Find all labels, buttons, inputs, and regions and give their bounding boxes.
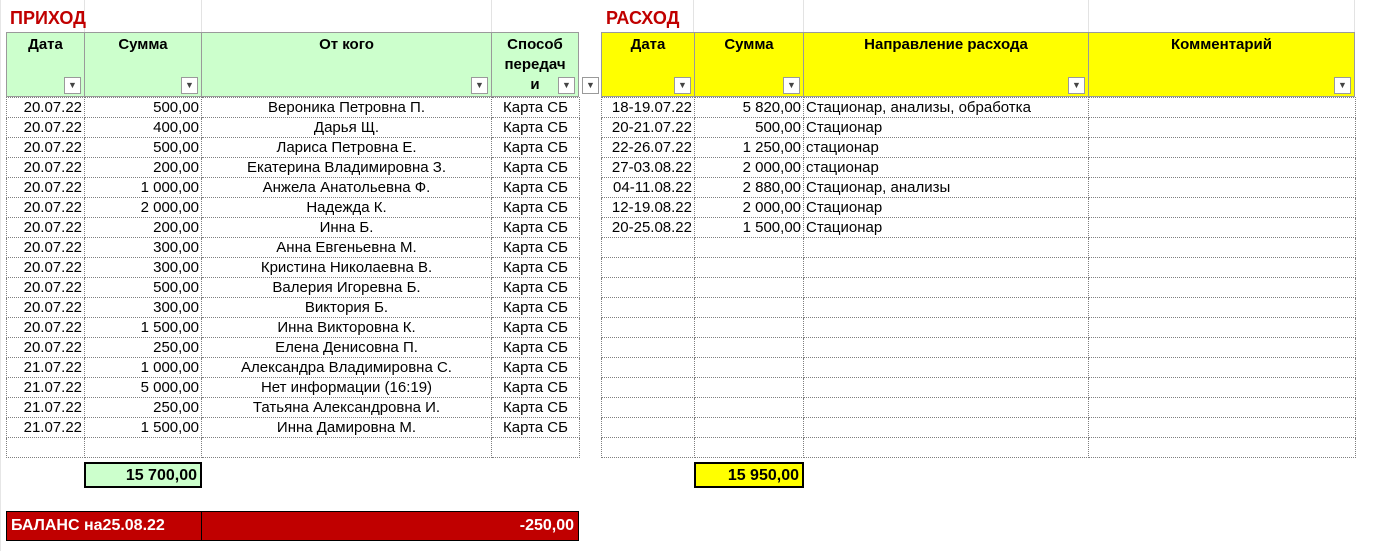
filter-dropdown-icon[interactable]: ▼ bbox=[558, 77, 575, 94]
table-cell[interactable]: 18-19.07.22 bbox=[602, 98, 695, 118]
table-cell[interactable]: 300,00 bbox=[85, 258, 202, 278]
income-header-sum[interactable] bbox=[84, 32, 202, 97]
table-cell[interactable] bbox=[1089, 218, 1356, 238]
table-cell[interactable]: 21.07.22 bbox=[7, 378, 85, 398]
table-cell[interactable] bbox=[695, 438, 804, 458]
table-cell[interactable]: 04-11.08.22 bbox=[602, 178, 695, 198]
table-cell[interactable] bbox=[1089, 198, 1356, 218]
filter-dropdown-icon[interactable]: ▼ bbox=[1334, 77, 1351, 94]
table-row bbox=[602, 318, 1356, 338]
table-cell[interactable] bbox=[602, 298, 695, 318]
sheet-gridline bbox=[1088, 0, 1089, 32]
table-cell[interactable]: 1 500,00 bbox=[85, 418, 202, 438]
table-cell[interactable]: Дарья Щ. bbox=[202, 118, 492, 138]
table-cell[interactable] bbox=[804, 258, 1089, 278]
table-cell[interactable]: Стационар, анализы bbox=[804, 178, 1089, 198]
income-header-from-label: От кого bbox=[319, 36, 374, 53]
table-cell[interactable] bbox=[695, 338, 804, 358]
table-cell[interactable] bbox=[202, 438, 492, 458]
table-row bbox=[602, 178, 1356, 198]
table-cell[interactable]: 1 000,00 bbox=[85, 178, 202, 198]
table-cell[interactable]: 400,00 bbox=[85, 118, 202, 138]
table-cell[interactable] bbox=[7, 438, 85, 458]
table-row bbox=[7, 138, 580, 158]
table-cell[interactable]: 2 880,00 bbox=[695, 178, 804, 198]
table-row bbox=[7, 378, 580, 398]
table-row bbox=[7, 198, 580, 218]
table-cell[interactable]: 21.07.22 bbox=[7, 418, 85, 438]
sheet-gridline bbox=[491, 0, 492, 32]
table-cell[interactable]: Анжела Анатольевна Ф. bbox=[202, 178, 492, 198]
table-cell[interactable] bbox=[804, 418, 1089, 438]
table-row bbox=[602, 118, 1356, 138]
table-cell[interactable]: 20.07.22 bbox=[7, 338, 85, 358]
table-cell[interactable]: 250,00 bbox=[85, 398, 202, 418]
table-cell[interactable]: Вероника Петровна П. bbox=[202, 98, 492, 118]
table-cell[interactable] bbox=[695, 398, 804, 418]
table-cell[interactable]: 20.07.22 bbox=[7, 138, 85, 158]
table-row bbox=[7, 98, 580, 118]
table-cell[interactable] bbox=[602, 438, 695, 458]
table-cell[interactable]: 20.07.22 bbox=[7, 278, 85, 298]
table-row bbox=[602, 378, 1356, 398]
expense-title: РАСХОД bbox=[606, 8, 680, 28]
table-row bbox=[602, 278, 1356, 298]
table-cell[interactable] bbox=[1089, 318, 1356, 338]
table-cell[interactable] bbox=[1089, 118, 1356, 138]
table-cell[interactable]: стационар bbox=[804, 158, 1089, 178]
sheet-gridline bbox=[693, 0, 694, 32]
sheet-gridline bbox=[201, 0, 202, 32]
table-cell[interactable]: 20.07.22 bbox=[7, 318, 85, 338]
table-cell[interactable]: Стационар bbox=[804, 118, 1089, 138]
table-cell[interactable]: Карта СБ bbox=[492, 238, 580, 258]
table-cell[interactable]: Карта СБ bbox=[492, 378, 580, 398]
income-header-date[interactable] bbox=[6, 32, 85, 97]
expense-header-direction-label: Направление расхода bbox=[864, 36, 1028, 53]
table-cell[interactable]: 20.07.22 bbox=[7, 158, 85, 178]
expense-header-comment[interactable] bbox=[1088, 32, 1355, 97]
table-cell[interactable] bbox=[1089, 398, 1356, 418]
table-cell[interactable] bbox=[1089, 178, 1356, 198]
table-cell[interactable]: 12-19.08.22 bbox=[602, 198, 695, 218]
table-cell[interactable] bbox=[695, 258, 804, 278]
table-row bbox=[7, 338, 580, 358]
table-cell[interactable] bbox=[602, 358, 695, 378]
expense-header-comment-label: Комментарий bbox=[1170, 36, 1272, 53]
table-cell[interactable]: Елена Денисовна П. bbox=[202, 338, 492, 358]
table-cell[interactable]: Карта СБ bbox=[492, 218, 580, 238]
expense-header-direction[interactable] bbox=[803, 32, 1089, 97]
table-cell[interactable] bbox=[804, 238, 1089, 258]
table-cell[interactable]: 1 500,00 bbox=[695, 218, 804, 238]
sheet-gridline bbox=[803, 0, 804, 32]
table-cell[interactable]: 300,00 bbox=[85, 238, 202, 258]
table-cell[interactable]: 500,00 bbox=[695, 118, 804, 138]
table-cell[interactable]: 20.07.22 bbox=[7, 238, 85, 258]
table-cell[interactable]: Кристина Николаевна В. bbox=[202, 258, 492, 278]
table-cell[interactable]: Татьяна Александровна И. bbox=[202, 398, 492, 418]
table-cell[interactable]: 1 000,00 bbox=[85, 358, 202, 378]
balance-label: БАЛАНС на25.08.22 bbox=[6, 511, 202, 541]
table-cell[interactable]: Стационар bbox=[804, 218, 1089, 238]
balance-value[interactable]: -250,00 bbox=[201, 511, 579, 541]
table-cell[interactable]: Инна Викторовна К. bbox=[202, 318, 492, 338]
income-table bbox=[6, 97, 580, 458]
table-row bbox=[7, 158, 580, 178]
table-cell[interactable]: 5 000,00 bbox=[85, 378, 202, 398]
table-cell[interactable] bbox=[602, 378, 695, 398]
table-cell[interactable] bbox=[602, 338, 695, 358]
table-row bbox=[7, 278, 580, 298]
table-cell[interactable]: Стационар, анализы, обработка bbox=[804, 98, 1089, 118]
table-cell[interactable]: 20-21.07.22 bbox=[602, 118, 695, 138]
expense-header-date[interactable] bbox=[601, 32, 695, 97]
table-row bbox=[7, 118, 580, 138]
table-cell[interactable]: 22-26.07.22 bbox=[602, 138, 695, 158]
table-cell[interactable] bbox=[1089, 438, 1356, 458]
table-cell[interactable] bbox=[1089, 418, 1356, 438]
table-cell[interactable] bbox=[695, 298, 804, 318]
table-cell[interactable]: 5 820,00 bbox=[695, 98, 804, 118]
table-cell[interactable]: Карта СБ bbox=[492, 258, 580, 278]
table-cell[interactable] bbox=[1089, 298, 1356, 318]
table-row bbox=[602, 398, 1356, 418]
table-cell[interactable]: Карта СБ bbox=[492, 138, 580, 158]
table-cell[interactable]: Карта СБ bbox=[492, 178, 580, 198]
table-cell[interactable]: Карта СБ bbox=[492, 158, 580, 178]
table-row bbox=[7, 298, 580, 318]
table-cell[interactable]: стационар bbox=[804, 138, 1089, 158]
table-row bbox=[602, 238, 1356, 258]
table-cell[interactable]: Анна Евгеньевна М. bbox=[202, 238, 492, 258]
table-cell[interactable]: 200,00 bbox=[85, 218, 202, 238]
table-cell[interactable] bbox=[1089, 278, 1356, 298]
table-cell[interactable]: Екатерина Владимировна З. bbox=[202, 158, 492, 178]
table-cell[interactable] bbox=[1089, 338, 1356, 358]
table-cell[interactable]: 1 250,00 bbox=[695, 138, 804, 158]
table-cell[interactable]: 20.07.22 bbox=[7, 98, 85, 118]
table-cell[interactable] bbox=[804, 298, 1089, 318]
table-cell[interactable]: Карта СБ bbox=[492, 278, 580, 298]
table-row bbox=[602, 198, 1356, 218]
table-cell[interactable] bbox=[602, 418, 695, 438]
income-header-sum-label: Сумма bbox=[118, 36, 168, 53]
expense-header-sum-label: Сумма bbox=[724, 36, 774, 53]
table-cell[interactable]: Виктория Б. bbox=[202, 298, 492, 318]
table-cell[interactable] bbox=[695, 318, 804, 338]
table-row bbox=[602, 98, 1356, 118]
table-cell[interactable] bbox=[602, 318, 695, 338]
table-cell[interactable] bbox=[695, 358, 804, 378]
table-cell[interactable]: 20-25.08.22 bbox=[602, 218, 695, 238]
table-cell[interactable] bbox=[695, 278, 804, 298]
table-cell[interactable]: 500,00 bbox=[85, 278, 202, 298]
table-row bbox=[602, 158, 1356, 178]
table-cell[interactable] bbox=[804, 378, 1089, 398]
table-cell[interactable]: 250,00 bbox=[85, 338, 202, 358]
income-header-date-label: Дата bbox=[28, 36, 63, 53]
table-cell[interactable] bbox=[1089, 158, 1356, 178]
table-row bbox=[602, 438, 1356, 458]
table-row bbox=[602, 358, 1356, 378]
table-cell[interactable]: Нет информации (16:19) bbox=[202, 378, 492, 398]
table-cell[interactable]: 1 500,00 bbox=[85, 318, 202, 338]
filter-dropdown-icon[interactable]: ▼ bbox=[783, 77, 800, 94]
table-row bbox=[7, 398, 580, 418]
income-header-from[interactable] bbox=[201, 32, 492, 97]
table-cell[interactable]: 20.07.22 bbox=[7, 178, 85, 198]
table-cell[interactable] bbox=[804, 278, 1089, 298]
table-cell[interactable] bbox=[1089, 238, 1356, 258]
table-cell[interactable] bbox=[602, 398, 695, 418]
filter-dropdown-icon[interactable]: ▼ bbox=[471, 77, 488, 94]
filter-dropdown-icon[interactable]: ▼ bbox=[181, 77, 198, 94]
table-cell[interactable] bbox=[602, 238, 695, 258]
table-cell[interactable]: 20.07.22 bbox=[7, 218, 85, 238]
income-header-method-line1: Способ bbox=[507, 36, 563, 53]
table-cell[interactable]: 21.07.22 bbox=[7, 358, 85, 378]
table-cell[interactable] bbox=[602, 278, 695, 298]
table-cell[interactable] bbox=[804, 338, 1089, 358]
expense-header-date-label: Дата bbox=[630, 36, 666, 53]
table-cell[interactable]: 2 000,00 bbox=[695, 198, 804, 218]
table-row bbox=[7, 418, 580, 438]
table-row bbox=[602, 218, 1356, 238]
table-cell[interactable] bbox=[695, 238, 804, 258]
table-cell[interactable]: Карта СБ bbox=[492, 398, 580, 418]
table-cell[interactable]: 20.07.22 bbox=[7, 298, 85, 318]
table-row bbox=[7, 178, 580, 198]
table-cell[interactable] bbox=[1089, 138, 1356, 158]
table-cell[interactable] bbox=[1089, 358, 1356, 378]
table-cell[interactable] bbox=[1089, 98, 1356, 118]
table-cell[interactable]: 21.07.22 bbox=[7, 398, 85, 418]
table-cell[interactable]: Инна Дамировна М. bbox=[202, 418, 492, 438]
income-total[interactable]: 15 700,00 bbox=[84, 462, 202, 488]
table-row bbox=[7, 238, 580, 258]
table-cell[interactable]: 2 000,00 bbox=[695, 158, 804, 178]
table-row bbox=[7, 318, 580, 338]
table-cell[interactable]: Александра Владимировна С. bbox=[202, 358, 492, 378]
table-cell[interactable]: 20.07.22 bbox=[7, 258, 85, 278]
expense-total[interactable]: 15 950,00 bbox=[694, 462, 804, 488]
table-cell[interactable]: Надежда К. bbox=[202, 198, 492, 218]
table-cell[interactable] bbox=[804, 398, 1089, 418]
table-cell[interactable]: 20.07.22 bbox=[7, 198, 85, 218]
table-cell[interactable] bbox=[1089, 258, 1356, 278]
filter-dropdown-icon[interactable]: ▼ bbox=[64, 77, 81, 94]
table-cell[interactable] bbox=[1089, 378, 1356, 398]
table-row bbox=[602, 258, 1356, 278]
table-cell[interactable] bbox=[804, 318, 1089, 338]
table-cell[interactable]: Карта СБ bbox=[492, 358, 580, 378]
table-cell[interactable]: Стационар bbox=[804, 198, 1089, 218]
filter-dropdown-icon[interactable]: ▼ bbox=[582, 77, 599, 94]
table-cell[interactable]: Карта СБ bbox=[492, 98, 580, 118]
table-cell[interactable] bbox=[492, 438, 580, 458]
table-cell[interactable] bbox=[804, 438, 1089, 458]
table-row bbox=[602, 418, 1356, 438]
table-cell[interactable]: Валерия Игоревна Б. bbox=[202, 278, 492, 298]
table-cell[interactable]: Карта СБ bbox=[492, 118, 580, 138]
income-header-method-line3: и bbox=[530, 76, 540, 93]
table-cell[interactable]: Карта СБ bbox=[492, 298, 580, 318]
table-cell[interactable]: 2 000,00 bbox=[85, 198, 202, 218]
table-row bbox=[7, 438, 580, 458]
table-row bbox=[602, 338, 1356, 358]
table-cell[interactable]: 27-03.08.22 bbox=[602, 158, 695, 178]
table-cell[interactable]: Карта СБ bbox=[492, 418, 580, 438]
table-cell[interactable]: 200,00 bbox=[85, 158, 202, 178]
table-row bbox=[602, 298, 1356, 318]
table-row bbox=[7, 218, 580, 238]
table-cell[interactable] bbox=[695, 378, 804, 398]
table-cell[interactable]: 500,00 bbox=[85, 98, 202, 118]
table-cell[interactable]: Карта СБ bbox=[492, 318, 580, 338]
table-cell[interactable]: Инна Б. bbox=[202, 218, 492, 238]
table-cell[interactable] bbox=[804, 358, 1089, 378]
expense-table bbox=[601, 97, 1356, 458]
table-cell[interactable] bbox=[602, 258, 695, 278]
filter-dropdown-icon[interactable]: ▼ bbox=[674, 77, 691, 94]
table-cell[interactable]: 500,00 bbox=[85, 138, 202, 158]
income-title: ПРИХОД bbox=[10, 8, 87, 28]
sheet-gridline bbox=[1354, 0, 1355, 32]
table-cell[interactable]: Лариса Петровна Е. bbox=[202, 138, 492, 158]
table-cell[interactable]: Карта СБ bbox=[492, 198, 580, 218]
table-row bbox=[602, 138, 1356, 158]
table-cell[interactable] bbox=[695, 418, 804, 438]
table-cell[interactable]: Карта СБ bbox=[492, 338, 580, 358]
income-header-method-line2: передач bbox=[504, 56, 566, 73]
expense-header-sum[interactable] bbox=[694, 32, 804, 97]
table-row bbox=[7, 358, 580, 378]
filter-dropdown-icon[interactable]: ▼ bbox=[1068, 77, 1085, 94]
income-header-method[interactable] bbox=[491, 32, 579, 97]
table-cell[interactable]: 300,00 bbox=[85, 298, 202, 318]
table-cell[interactable] bbox=[85, 438, 202, 458]
table-cell[interactable]: 20.07.22 bbox=[7, 118, 85, 138]
table-row bbox=[7, 258, 580, 278]
